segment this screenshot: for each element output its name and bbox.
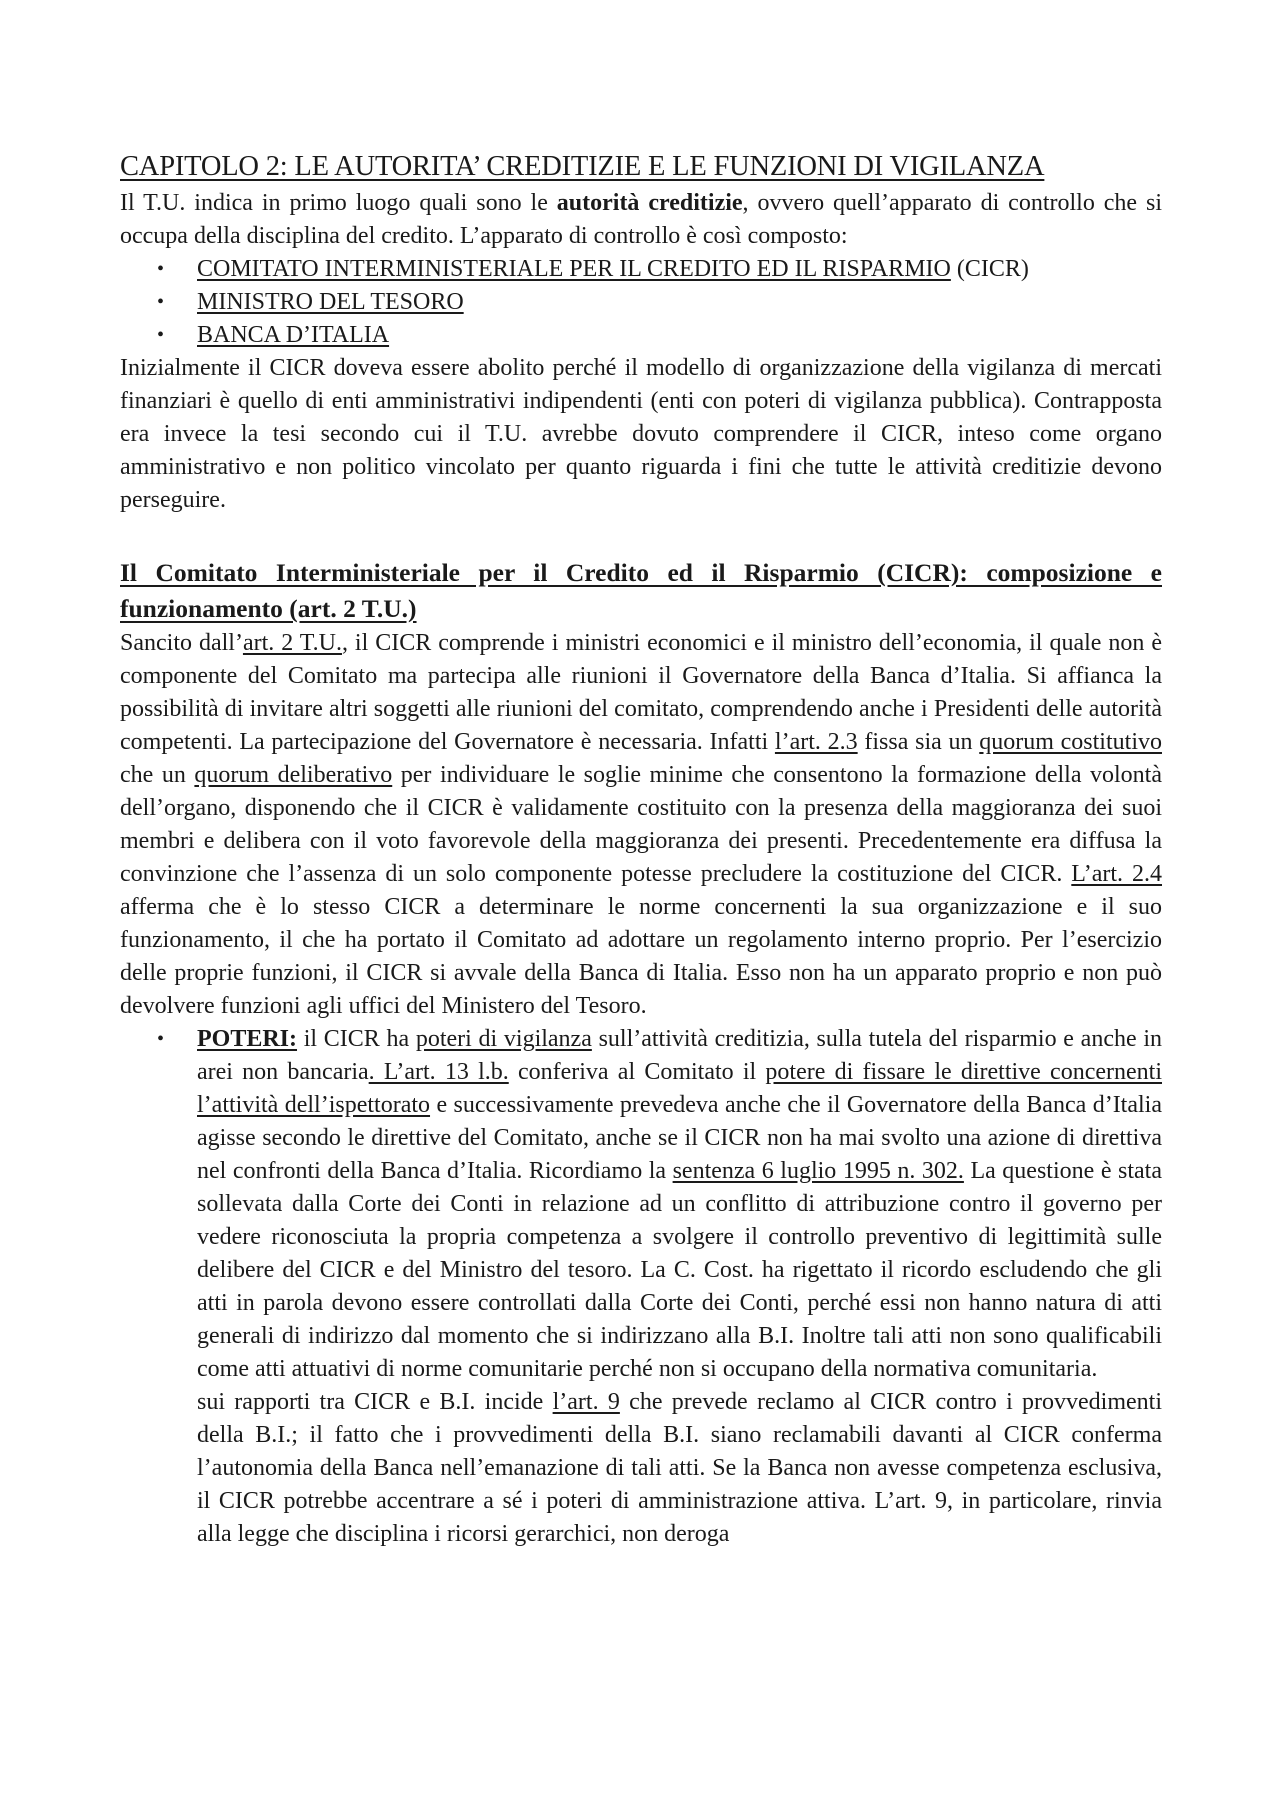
section-title: Il Comitato Interministeriale per il Credito ed il Risparmio (CICR): composizione e funzionamento (art. 2 T.U.) [120,558,1162,623]
ref-art-9: l’art. 9 [552,1389,620,1415]
authorities-list [120,253,1162,352]
poteri-list [120,1023,1162,1386]
ref-art-2-3: l’art. 2.3 [774,729,858,755]
intro-text: Il T.U. indica in primo luogo quali sono le [120,190,557,216]
text: che prevede reclamo al CICR contro i provvedimenti della B.I.; il fatto che i provvedimenti della B.I. siano reclamabili davanti al CICR conferma l’autonomia della Banca nell’emanazione di tali atti. Se la Banca non avesse competenza esclusiva, il CICR potrebbe accentrare a sé i poteri di amministrazione attiva. L’art. 9, in particolare, rinvia alla legge che disciplina i ricorsi gerarchici, non deroga [197,1389,1162,1547]
list-item [197,253,1162,286]
document-page [120,148,1162,1551]
term-potere-direttive: potere di fissare le direttive concernenti l’attività dell’ispettorato [197,1059,1162,1118]
term-autorita-creditizie: autorità creditizie [556,190,743,216]
ref-art-2: art. 2 T.U. [242,630,342,656]
paragraph-cicr-composition [120,627,1162,1023]
poteri-label: POTERI: [197,1026,298,1052]
authority-suffix: (CICR) [950,256,1029,282]
text: sull’attività creditizia, sulla tutela del risparmio e anche in arei non bancaria [197,1026,1162,1085]
text: , il CICR comprende i ministri economici e il ministro dell’economia, il quale non è componente del Comitato ma partecipa alle riunioni il Governatore della Banca d’Italia. Si affianca la possibilità di invitare altri soggetti alle riunioni del comitato, comprendendo anche i Presidenti delle autorità competenti. La partecipazione del Governatore è necessaria. Infatti [120,630,1163,755]
paragraph-cicr-abolition: Inizialmente il CICR doveva essere abolito perché il modello di organizzazione della vigilanza di mercati finanziari è quello di enti amministrativi indipendenti (enti con poteri di vigilanza pubblica). Contrapposta era invece la tesi secondo cui il T.U. avrebbe dovuto comprendere il CICR, inteso come organo amministrativo e non politico vincolato per quanto riguarda i fini che tutte le attività creditizie devono perseguire. [120,355,1162,513]
text: La questione è stata sollevata dalla Corte dei Conti in relazione ad un conflitto di attribuzione contro il governo per vedere riconosciuta la propria competenza a svolgere il controllo preventivo di legittimità sulle delibere del CICR e del Ministro del tesoro. La C. Cost. ha rigettato il ricordo escludendo che gli atti in parola devono essere controllati dalla Corte dei Conti, perché essi non hanno natura di atti generali di indirizzo dal momento che si indirizzano alla B.I. Inoltre tali atti non sono qualificabili come atti attuativi di norme comunitarie perché non si occupano della normativa comunitaria. [197,1158,1162,1382]
term-poteri-vigilanza: poteri di vigilanza [415,1026,592,1052]
list-item [197,286,1162,319]
term-quorum-deliberativo: quorum deliberativo [194,762,393,788]
text: che un [120,762,195,788]
text: conferiva al Comitato il [508,1059,766,1085]
text: per individuare le soglie minime che consentono la formazione della volontà dell’organo, disponendo che il CICR è validamente costituito con la presenza della maggioranza dei suoi membri e delibera con il voto favorevole della maggioranza dei presenti. Precedentemente era diffusa la convinzione che l’assenza di un solo componente potesse precludere la costituzione del CICR. [120,762,1162,887]
authority-cicr: COMITATO INTERMINISTERIALE PER IL CREDITO ED IL RISPARMIO [197,256,951,282]
chapter-title: CAPITOLO 2: LE AUTORITA’ CREDITIZIE E LE FUNZIONI DI VIGILANZA [120,151,1045,182]
ref-art-2-4: L’art. 2.4 [1071,861,1162,887]
text: il CICR ha [297,1026,416,1052]
authority-ministro: MINISTRO DEL TESORO [197,289,464,315]
text: sui rapporti tra CICR e B.I. incide [197,1389,553,1415]
ref-art-13-lb: . L’art. 13 l.b. [368,1059,509,1085]
text: afferma che è lo stesso CICR a determinare le norme concernenti la sua organizzazione e il suo funzionamento, il che ha portato il Comitato ad adottare un regolamento interno proprio. Per l’esercizio delle proprie funzioni, il CICR si avvale della Banca di Italia. Esso non ha un apparato proprio e non può devolvere funzioni agli uffici del Ministero del Tesoro. [120,894,1162,1019]
intro-paragraph [120,187,1162,253]
paragraph-cicr-bi-relations [120,1386,1162,1551]
intro-text-2: , ovvero quell’apparato di controllo che si occupa della disciplina del credito. L’apparato di controllo è così composto: [120,190,1163,249]
term-quorum-costitutivo: quorum costitutivo [979,729,1162,755]
text: fissa sia un [857,729,980,755]
text: e successivamente prevedeva anche che il Governatore della Banca d’Italia agisse secondo le direttive del Comitato, anche se il CICR non ha mai svolto una azione di direttiva nel confronti della Banca d’Italia. Ricordiamo la [197,1092,1162,1184]
text: Sancito dall’ [120,630,243,656]
list-item [197,319,1162,352]
authority-banca: BANCA D’ITALIA [197,322,390,348]
ref-sentenza-302: sentenza 6 luglio 1995 n. 302. [672,1158,964,1184]
list-item [197,1023,1162,1386]
